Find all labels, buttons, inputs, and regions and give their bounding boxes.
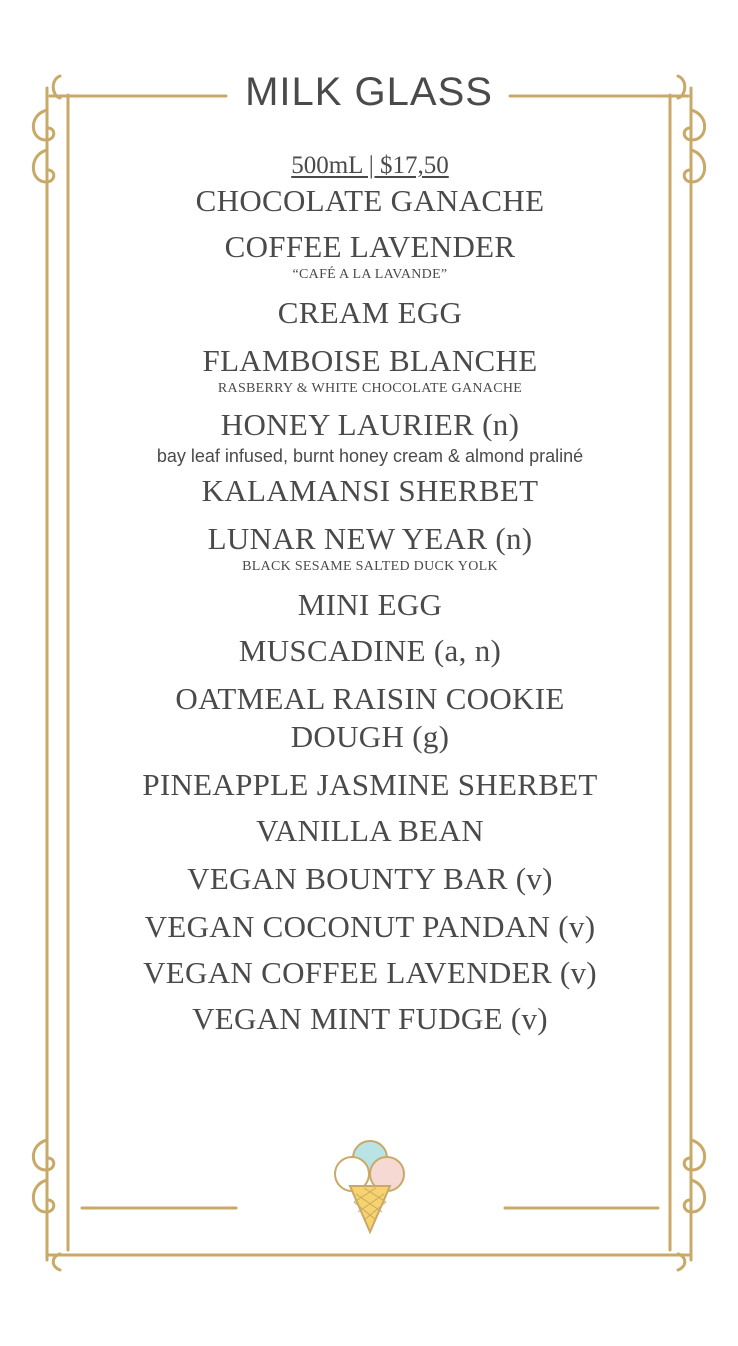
menu-title: MILK GLASS	[245, 70, 493, 114]
menu-item-description: BLACK SESAME SALTED DUCK YOLK	[242, 559, 498, 574]
menu-item	[90, 228, 650, 284]
menu-item	[90, 342, 650, 398]
menu-item	[90, 766, 650, 804]
menu-item-name: VEGAN MINT FUDGE (v)	[192, 1001, 548, 1036]
menu-list	[90, 150, 650, 1038]
menu-item-description: “CAFÉ A LA LAVANDE”	[292, 267, 448, 282]
ice-cream-cone-icon	[330, 1138, 410, 1238]
menu-item-name: MUSCADINE (a, n)	[238, 633, 502, 668]
menu-item	[90, 908, 650, 946]
menu-item-name: VEGAN COFFEE LAVENDER (v)	[143, 955, 597, 990]
menu-item-name: FLAMBOISE BLANCHE	[202, 343, 538, 378]
menu-item-name: KALAMANSI SHERBET	[201, 473, 539, 508]
menu-item	[90, 294, 650, 332]
menu-item-name: OATMEAL RAISIN COOKIE	[175, 681, 565, 716]
menu-item	[90, 860, 650, 898]
menu-item-name: HONEY LAURIER (n)	[220, 407, 520, 442]
menu-item	[90, 406, 650, 468]
menu-item-name: CREAM EGG	[277, 295, 463, 330]
menu-item-description: bay leaf infused, burnt honey cream & almond praliné	[156, 446, 584, 466]
menu-item	[90, 632, 650, 670]
menu-item	[90, 954, 650, 992]
menu-item-name: VEGAN BOUNTY BAR (v)	[187, 861, 553, 896]
menu-item	[90, 1000, 650, 1038]
menu-item-description: RASBERRY & WHITE CHOCOLATE GANACHE	[217, 381, 523, 396]
menu-item	[90, 520, 650, 576]
menu-item-name: MINI EGG	[297, 587, 443, 622]
menu-item-name: CHOCOLATE GANACHE	[195, 183, 545, 218]
menu-item-name: VEGAN COCONUT PANDAN (v)	[144, 909, 596, 944]
menu-item	[90, 182, 650, 220]
menu-item-name: LUNAR NEW YEAR (n)	[207, 521, 533, 556]
menu-item	[90, 680, 650, 756]
menu-item	[90, 472, 650, 510]
menu-item	[90, 812, 650, 850]
menu-item	[90, 586, 650, 624]
price-line: 500mL | $17,50	[291, 152, 449, 179]
menu-item-name-continued: DOUGH (g)	[290, 719, 450, 754]
menu-item-name: PINEAPPLE JASMINE SHERBET	[142, 767, 598, 802]
menu-item-name: COFFEE LAVENDER	[224, 229, 516, 264]
menu-item-name: VANILLA BEAN	[256, 813, 484, 848]
